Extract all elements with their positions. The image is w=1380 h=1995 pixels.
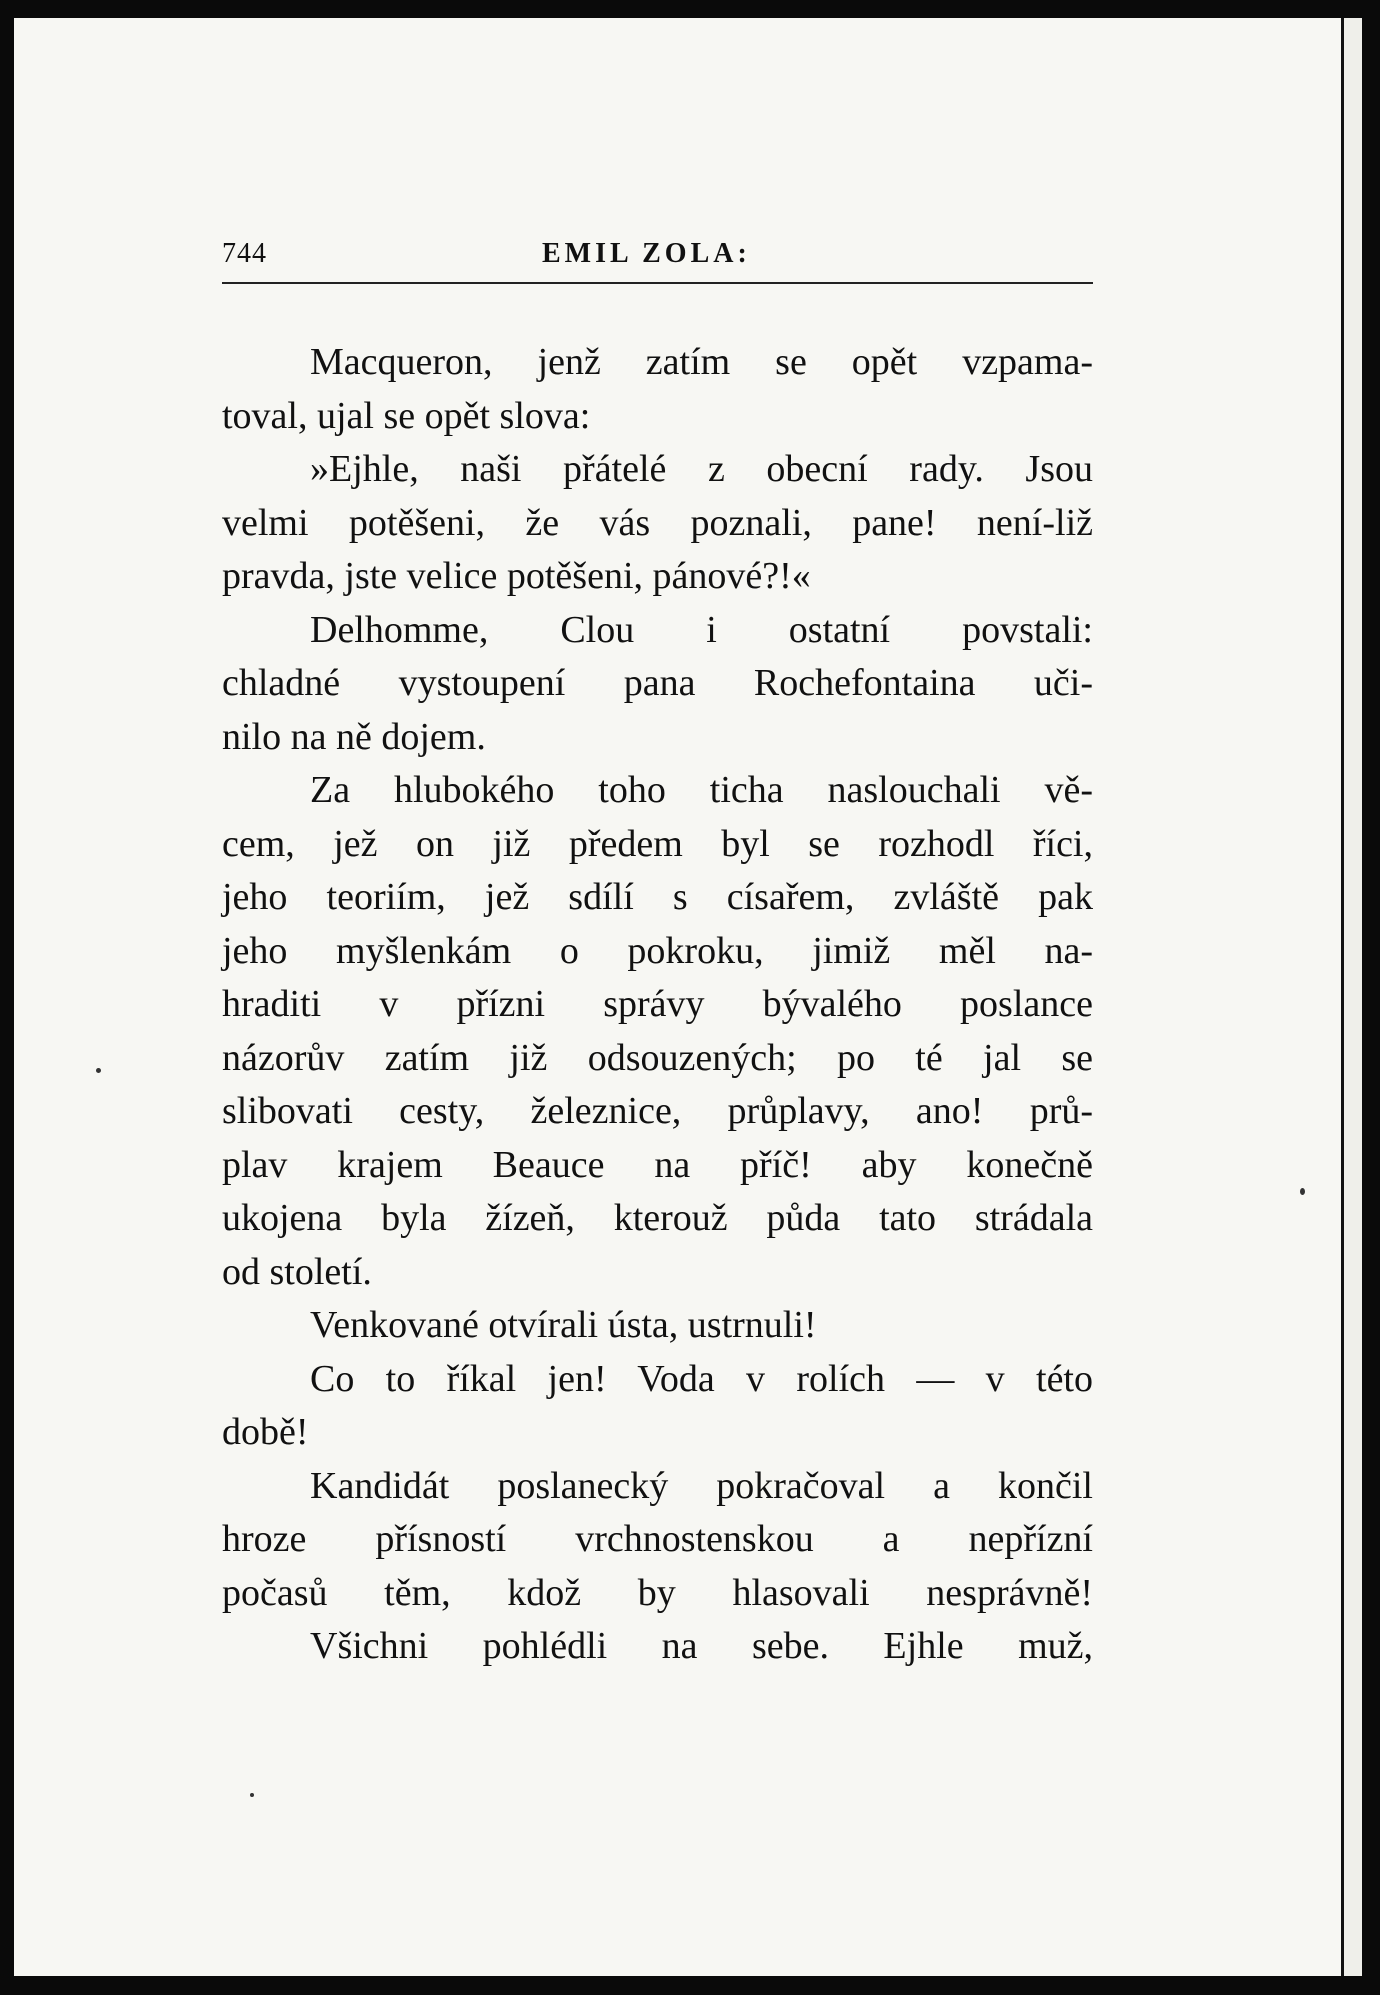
text-line: době! bbox=[222, 1411, 309, 1453]
text-line: velmi potěšeni, že vás poznali, pane! není-liž bbox=[222, 501, 1093, 544]
text-line: názorův zatím již odsouzených; po té jal se bbox=[222, 1036, 1093, 1079]
text-line: Všichni pohlédli na sebe. Ejhle muž, bbox=[310, 1625, 1093, 1667]
running-head: EMIL ZOLA: bbox=[542, 238, 751, 269]
text-line: plav krajem Beauce na příč! aby konečně bbox=[222, 1143, 1093, 1186]
text-line: počasů těm, kdož by hlasovali nesprávně! bbox=[222, 1571, 1093, 1614]
text-line: Venkované otvírali ústa, ustrnuli! bbox=[310, 1304, 817, 1346]
text-line: hroze přísností vrchnostenskou a nepřízní bbox=[222, 1518, 1093, 1560]
text-line: »Ejhle, naši přátelé z obecní rady. Jsou bbox=[310, 448, 1093, 490]
text-line: chladné vystoupení pana Rochefontaina uči- bbox=[222, 662, 1093, 704]
book-page bbox=[14, 18, 1362, 1976]
text-line: Macqueron, jenž zatím se opět vzpama- bbox=[310, 341, 1093, 383]
text-line: pravda, jste velice potěšeni, pánové?!« bbox=[222, 555, 811, 597]
text-line: slibovati cesty, železnice, průplavy, ano! prů- bbox=[222, 1090, 1093, 1132]
page-edge bbox=[1341, 18, 1362, 1976]
text-line: Delhomme, Clou i ostatní povstali: bbox=[310, 608, 1093, 651]
text-line: jeho myšlenkám o pokroku, jimiž měl na- bbox=[222, 929, 1093, 972]
text-line: Co to říkal jen! Voda v rolích — v této bbox=[310, 1357, 1093, 1400]
page-header bbox=[222, 226, 1093, 284]
text-line: toval, ujal se opět slova: bbox=[222, 394, 591, 437]
text-line: ukojena byla žízeň, kterouž půda tato strádala bbox=[222, 1197, 1093, 1239]
dust-speck bbox=[250, 1793, 254, 1797]
text-line: Za hlubokého toho ticha naslouchali vě- bbox=[310, 769, 1093, 811]
text-line: od století. bbox=[222, 1250, 372, 1293]
text-line: Kandidát poslanecký pokračoval a končil bbox=[310, 1464, 1093, 1507]
body-text bbox=[222, 336, 1093, 1674]
dust-speck bbox=[1300, 1188, 1305, 1195]
text-line: nilo na ně dojem. bbox=[222, 715, 486, 758]
text-line: hraditi v přízni správy bývalého poslance bbox=[222, 983, 1093, 1025]
text-line: jeho teoriím, jež sdílí s císařem, zvláště pak bbox=[222, 876, 1093, 918]
page-number: 744 bbox=[222, 238, 267, 269]
text-line: cem, jež on již předem byl se rozhodl říci, bbox=[222, 822, 1093, 865]
dust-speck bbox=[96, 1068, 101, 1073]
